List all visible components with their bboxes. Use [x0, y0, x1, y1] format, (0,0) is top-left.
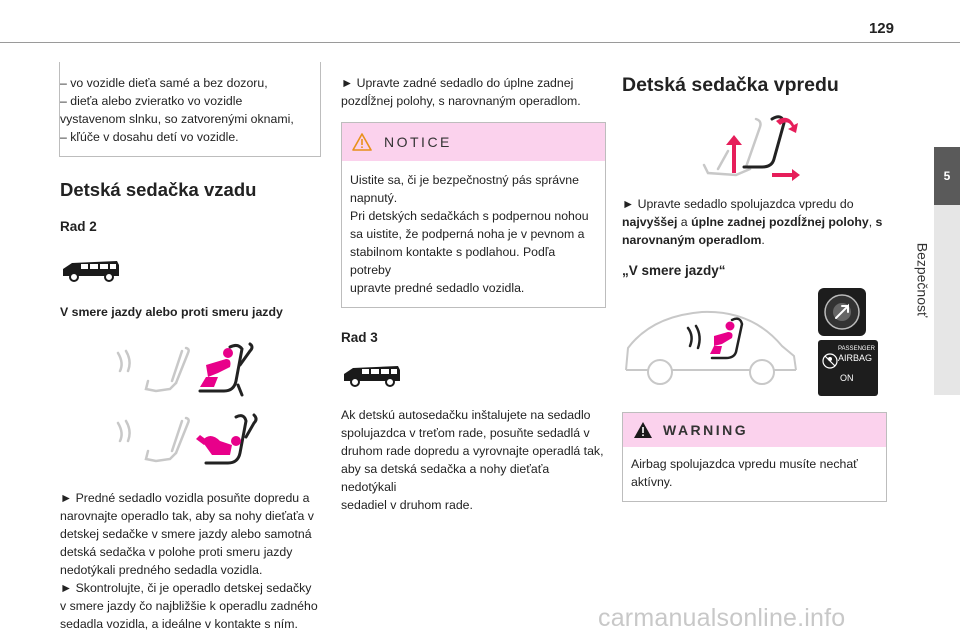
- notice-line: sa uistite, že podperná noha je v pevnom a: [350, 227, 585, 241]
- forward-facing-subhead: „V smere jazdy“: [622, 263, 726, 278]
- row3-line: Ak detskú autosedačku inštalujete na sedadlo: [341, 408, 591, 422]
- warning-body: [623, 447, 886, 501]
- notice-line: napnutý.: [350, 191, 398, 205]
- notice-line: upravte predné sedadlo vozidla.: [350, 281, 525, 295]
- chapter-label: [912, 205, 932, 355]
- instruction-line: narovnajte operadlo tak, aby sa nohy dieťaťa v: [60, 509, 314, 523]
- warning-box: [622, 412, 887, 502]
- front-instruction-line: [622, 213, 887, 231]
- chapter-tab[interactable]: [934, 147, 960, 205]
- column-3: [622, 74, 887, 502]
- airbag-label: AIRBAG: [838, 353, 873, 363]
- intro-line: – dieťa alebo zvieratko vo vozidle: [60, 94, 243, 108]
- emphasis: narovnaným operadlom: [622, 233, 762, 247]
- row3-line: aby sa detská sedačka a nohy dieťaťa nedotýkali: [341, 462, 550, 494]
- text-span: a: [677, 215, 692, 229]
- notice-line: Pri detských sedačkách s podpernou nohou: [350, 209, 589, 223]
- intro-line: – vo vozidle dieťa samé a bez dozoru,: [60, 76, 268, 90]
- instruction-line: ► Skontrolujte, či je operadlo detskej sedačky: [60, 581, 312, 595]
- instruction-line: detskej sedačke v smere jazdy alebo samotná: [60, 527, 312, 541]
- emphasis: najvyššej: [622, 215, 678, 229]
- forward-facing-seat-illustration: [60, 341, 322, 405]
- notice-body: [342, 161, 605, 307]
- intro-line: – kľúče v dosahu detí vo vozidle.: [60, 130, 239, 144]
- instruction-line: detská sedačka v polohe proti smeru jazdy: [60, 545, 293, 559]
- row3-line: druhom rade dopredu a vyrovnajte operadlá tak,: [341, 444, 604, 458]
- warning-header: [623, 413, 886, 447]
- front-instruction-line: [622, 231, 887, 249]
- row-2-label: Rad 2: [60, 219, 97, 234]
- watermark: carmanualsonline.info: [598, 604, 846, 632]
- notice-title: NOTICE: [384, 134, 452, 150]
- rear-facing-seat-illustration: [60, 411, 322, 475]
- text-span: .: [761, 233, 765, 247]
- front-instruction-line: ► Upravte sedadlo spolujazdca vpredu do: [622, 197, 854, 211]
- warning-line: aktívny.: [631, 475, 673, 489]
- airbag-indicator-panel: [818, 340, 878, 396]
- emphasis: s: [875, 215, 883, 229]
- chapter-side-band: [934, 205, 960, 395]
- chapter-title: Bezpečnosť: [914, 242, 930, 318]
- instruction-line: sedadla vozidla, a ideálne v kontakte s ním.: [60, 617, 298, 631]
- header-divider: [0, 42, 960, 43]
- section-heading-front: Detská sedačka vpredu: [622, 74, 839, 96]
- warning-triangle-icon: [633, 421, 653, 439]
- emphasis: úplne zadnej pozdĺžnej polohy: [691, 215, 869, 229]
- van-icon: [341, 361, 403, 389]
- row3-line: spolujazdca v treťom rade, posuňte sedadlá v: [341, 426, 590, 440]
- front-seat-figure: [622, 288, 887, 396]
- section-heading-rear: Detská sedačka vzadu: [60, 179, 257, 200]
- chapter-number: 5: [943, 169, 951, 183]
- page-number: 129: [868, 20, 894, 37]
- column-2: [341, 74, 606, 514]
- notice-line: stabilnom kontakte s podlahou. Podľa potreby: [350, 245, 556, 277]
- instruction-line: pozdĺžnej polohy, s narovnaným operadlom.: [341, 94, 581, 108]
- notice-triangle-icon: [352, 133, 372, 151]
- orientation-subhead: V smere jazdy alebo proti smeru jazdy: [60, 305, 283, 319]
- instruction-line: ► Upravte zadné sedadlo do úplne zadnej: [341, 76, 574, 90]
- van-icon: [60, 256, 122, 284]
- intro-box: [59, 62, 321, 157]
- instruction-line: nedotýkali predného sedadla vozidla.: [60, 563, 263, 577]
- column-1: [60, 62, 322, 633]
- airbag-switch-icon: [818, 288, 866, 336]
- car-side-profile-illustration: [622, 306, 802, 390]
- intro-line: vystavenom slnku, so zatvorenými oknami,: [60, 112, 294, 126]
- notice-line: Uistite sa, či je bezpečnostný pás správne: [350, 173, 579, 187]
- text-span: ,: [868, 215, 876, 229]
- row-3-label: Rad 3: [341, 330, 378, 345]
- airbag-passenger-label: PASSENGER: [838, 346, 875, 352]
- warning-line: Airbag spolujazdca vpredu musíte nechať: [631, 457, 858, 471]
- airbag-off-icon: [822, 353, 838, 369]
- warning-title: WARNING: [663, 422, 749, 438]
- airbag-state-label: ON: [840, 373, 854, 383]
- notice-box: [341, 122, 606, 308]
- instruction-line: ► Predné sedadlo vozidla posuňte dopredu a: [60, 491, 310, 505]
- front-seat-adjust-illustration: [622, 107, 887, 185]
- instruction-line: v smere jazdy čo najbližšie k operadlu zadného: [60, 599, 318, 613]
- row3-line: sedadiel v druhom rade.: [341, 498, 473, 512]
- notice-header: [342, 123, 605, 161]
